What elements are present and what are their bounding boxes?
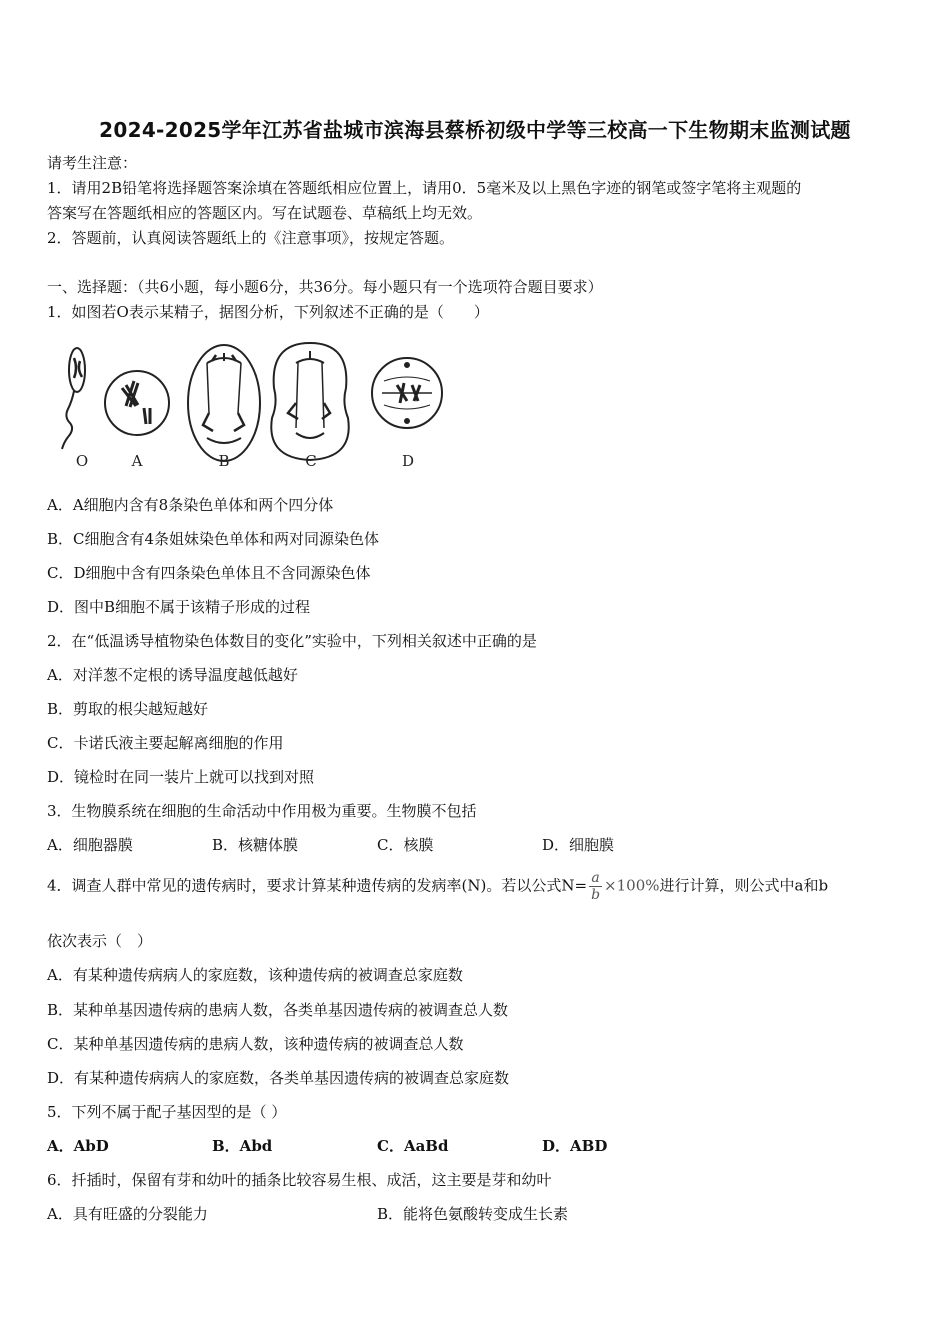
q4-stem-2: 依次表示（ ）	[47, 932, 153, 950]
section-heading: 一、选择题：（共6小题，每小题6分，共36分。每小题只有一个选项符合题目要求）	[47, 278, 603, 296]
cell-c-drawing	[271, 343, 348, 460]
q4-option-b: B．某种单基因遗传病的患病人数，各类单基因遗传病的被调查总人数	[47, 1001, 509, 1019]
q5-option-c: C．AaBd	[377, 1137, 449, 1155]
fig-label-o: O	[75, 452, 89, 470]
fig-label-c: C	[305, 452, 317, 470]
cell-diagram	[52, 333, 452, 473]
q3-option-d: D．细胞膜	[542, 836, 615, 854]
q4-formula-fraction	[589, 870, 602, 903]
q4-option-a: A．有某种遗传病病人的家庭数，该种遗传病的被调查总家庭数	[47, 966, 463, 984]
q4-stem-post: 进行计算，则公式中a和b	[659, 876, 829, 895]
q1-option-a: A．A细胞内含有8条染色单体和两个四分体	[47, 496, 334, 514]
cell-division-figure	[52, 333, 452, 473]
q6-option-b: B．能将色氨酸转变成生长素	[377, 1205, 569, 1223]
q1-option-d: D．图中B细胞不属于该精子形成的过程	[47, 598, 311, 616]
fig-label-b: B	[218, 452, 230, 470]
q4-frac-den: b	[591, 887, 601, 903]
fig-label-d: D	[401, 452, 415, 470]
q2-option-c: C．卡诺氏液主要起解离细胞的作用	[47, 734, 284, 752]
notice-item-2: 2．答题前，认真阅读答题纸上的《注意事项》，按规定答题。	[47, 229, 455, 247]
q2-option-d: D．镜检时在同一装片上就可以找到对照	[47, 768, 315, 786]
q3-option-b: B．核糖体膜	[212, 836, 299, 854]
q1-stem: 1．如图若O表示某精子，据图分析，下列叙述不正确的是（ ）	[47, 303, 489, 321]
q2-stem: 2．在“低温诱导植物染色体数目的变化”实验中，下列相关叙述中正确的是	[47, 632, 537, 650]
q6-stem: 6．扦插时，保留有芽和幼叶的插条比较容易生根、成活，这主要是芽和幼叶	[47, 1171, 552, 1189]
q5-option-d: D．ABD	[542, 1137, 608, 1155]
cell-d-drawing	[372, 358, 442, 428]
q1-option-c: C．D细胞中含有四条染色单体且不含同源染色体	[47, 564, 371, 582]
q5-option-b: B．Abd	[212, 1137, 273, 1155]
q4-frac-num: a	[589, 870, 602, 887]
q3-option-c: C．核膜	[377, 836, 434, 854]
fig-label-a: A	[131, 452, 143, 470]
q1-option-b: B．C细胞含有4条姐妹染色单体和两对同源染色体	[47, 530, 380, 548]
cell-b-drawing	[188, 345, 260, 461]
q3-stem: 3．生物膜系统在细胞的生命活动中作用极为重要。生物膜不包括	[47, 802, 477, 820]
q3-option-a: A．细胞器膜	[47, 836, 133, 854]
q5-option-a: A．AbD	[47, 1137, 109, 1155]
q4-option-c: C．某种单基因遗传病的患病人数，该种遗传病的被调查总人数	[47, 1035, 464, 1053]
q5-stem: 5．下列不属于配子基因型的是（ ）	[47, 1103, 287, 1121]
q6-option-a: A．具有旺盛的分裂能力	[47, 1205, 208, 1223]
q2-option-a: A．对洋葱不定根的诱导温度越低越好	[47, 666, 298, 684]
q4-option-d: D．有某种遗传病病人的家庭数，各类单基因遗传病的被调查总家庭数	[47, 1069, 510, 1087]
q4-formula-times: ×100%	[604, 876, 660, 895]
q4-stem-pre: 4．调查人群中常见的遗传病时，要求计算某种遗传病的发病率(N)。若以公式N=	[47, 876, 588, 895]
sperm-drawing	[62, 348, 85, 449]
q4-stem	[47, 870, 828, 903]
notice-heading: 请考生注意：	[47, 154, 138, 172]
q2-option-b: B．剪取的根尖越短越好	[47, 700, 209, 718]
notice-item-1b: 答案写在答题纸相应的答题区内。写在试题卷、草稿纸上均无效。	[47, 204, 483, 222]
cell-a-drawing	[105, 371, 169, 435]
notice-item-1a: 1．请用2B铅笔将选择题答案涂填在答题纸相应位置上，请用0．5毫米及以上黑色字迹的钢笔或签字笔将主观题的	[47, 179, 802, 197]
page-title: 2024-2025学年江苏省盐城市滨海县蔡桥初级中学等三校高一下生物期末监测试题	[99, 118, 851, 142]
